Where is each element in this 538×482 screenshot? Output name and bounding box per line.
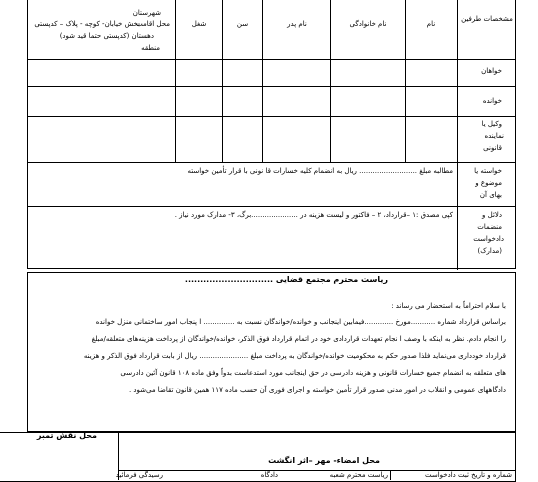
row-label-plaintiff: خواهان [481,67,502,75]
header-residence: محل اقامت [136,20,170,28]
footer-branch: ریاست محترم شعبه [329,471,388,479]
header-age: سن [236,20,249,28]
row-label-claim: خواسته یا [474,167,502,175]
letter-line: براساس قرارداد شماره ...........مورخ .............فیمابین اینجانب و خوانده/خواندگان نسبت به .............. ا پنجاب امور ساختمانی منزل خوانده [95,318,506,326]
header-last-name: نام خانوادگی [349,20,387,28]
row-label-lawyer: وکیل یا [481,120,502,128]
column-divider [330,0,331,162]
letter-line: قرارداد خودداری می‌نماید فلذا صدور حکم به محکومیت خوانده/خواندگان به پرداخت مبلغ ...................... ریال از بابت قرارداد فوق الذکر و هزینه [83,352,506,360]
claim-text: مطالبه مبلغ .......................... ریال به انضمام کلیه خسارات قا نونی با قرار تأمین خواسته [187,167,453,175]
column-divider [262,0,263,162]
header-address-line: بخش خیابان- کوچه - پلاک – کدپستی [34,20,140,28]
footer-registration: شماره و تاریخ ثبت دادخواست [424,471,512,479]
header-address-line: دهستان (کدپستی حتما قید شود) [59,32,154,40]
column-divider [175,0,176,162]
header-address-line: منطقه [141,44,160,52]
letter-line: را انجام دادم. نظر به اینکه با وصف ا نجام تعهدات قراردادی خود در اتمام قرارداد فوق الذکر، خوانده/خواندگان از پرداخت هزینه‌های متعلقه/مبلغ [91,335,506,343]
header-address-line: شهرستان [132,9,161,17]
stamp-label: محل نقش تمبر [36,431,97,440]
header-job: شغل [191,20,207,28]
row-divider [27,162,516,163]
row-label-evidence: دلائل و [482,211,502,219]
column-divider [457,0,458,270]
header-party-specs: مشخصات طرفین [461,15,513,23]
signature-label: محل امضاء- مهر –اثر انگشت [268,456,380,465]
row-label-evidence: (مدارک) [477,247,502,255]
evidence-text: کپی مصدق :۱ –قرارداد، ۲ – فاکتور و لیست هزینه در .....................برگ، ۳- مدارک مورد نیاز . [174,211,453,219]
row-label-claim: بهای آن [479,191,502,199]
footer-column [390,470,391,480]
footer-court: دادگاه [260,471,278,479]
letter-line: های متعلقه به انضمام جمیع خسارات قانونی و هزینه دادرسی در حق اینجانب مورد استدعاست بدواً وفق ماده ۱۰۸ قانون آئین دادرسی [120,369,506,377]
column-divider [222,0,223,162]
row-label-claim: موضوع و [475,179,502,187]
row-divider [27,86,516,87]
row-divider [27,206,516,207]
row-label-defendant: خوانده [482,97,502,105]
row-label-lawyer: قانونی [483,144,502,152]
header-father-name: نام پدر [287,20,307,28]
row-label-lawyer: نماینده [484,132,504,140]
row-divider [27,116,516,117]
footer-referral: رسیدگی فرمائید [115,471,163,479]
row-divider [27,59,516,60]
column-divider [405,0,406,162]
letter-title: ریاست محترم مجتمع قضایی ............................. [184,275,388,284]
header-first-name: نام [426,20,436,28]
row-label-evidence: دادخواست [473,235,504,243]
letter-line: دادگاههای عمومی و انقلاب در امور مدنی صدور قرار تأمین خواسته و اجرای فوری آن حسب ماده ۱۱۷ همین قانون تقاضا می‌شود . [128,386,506,394]
letter-greeting: با سلام احتراماً به استحضار می رساند : [391,302,506,310]
row-label-evidence: منضمات [477,223,502,231]
